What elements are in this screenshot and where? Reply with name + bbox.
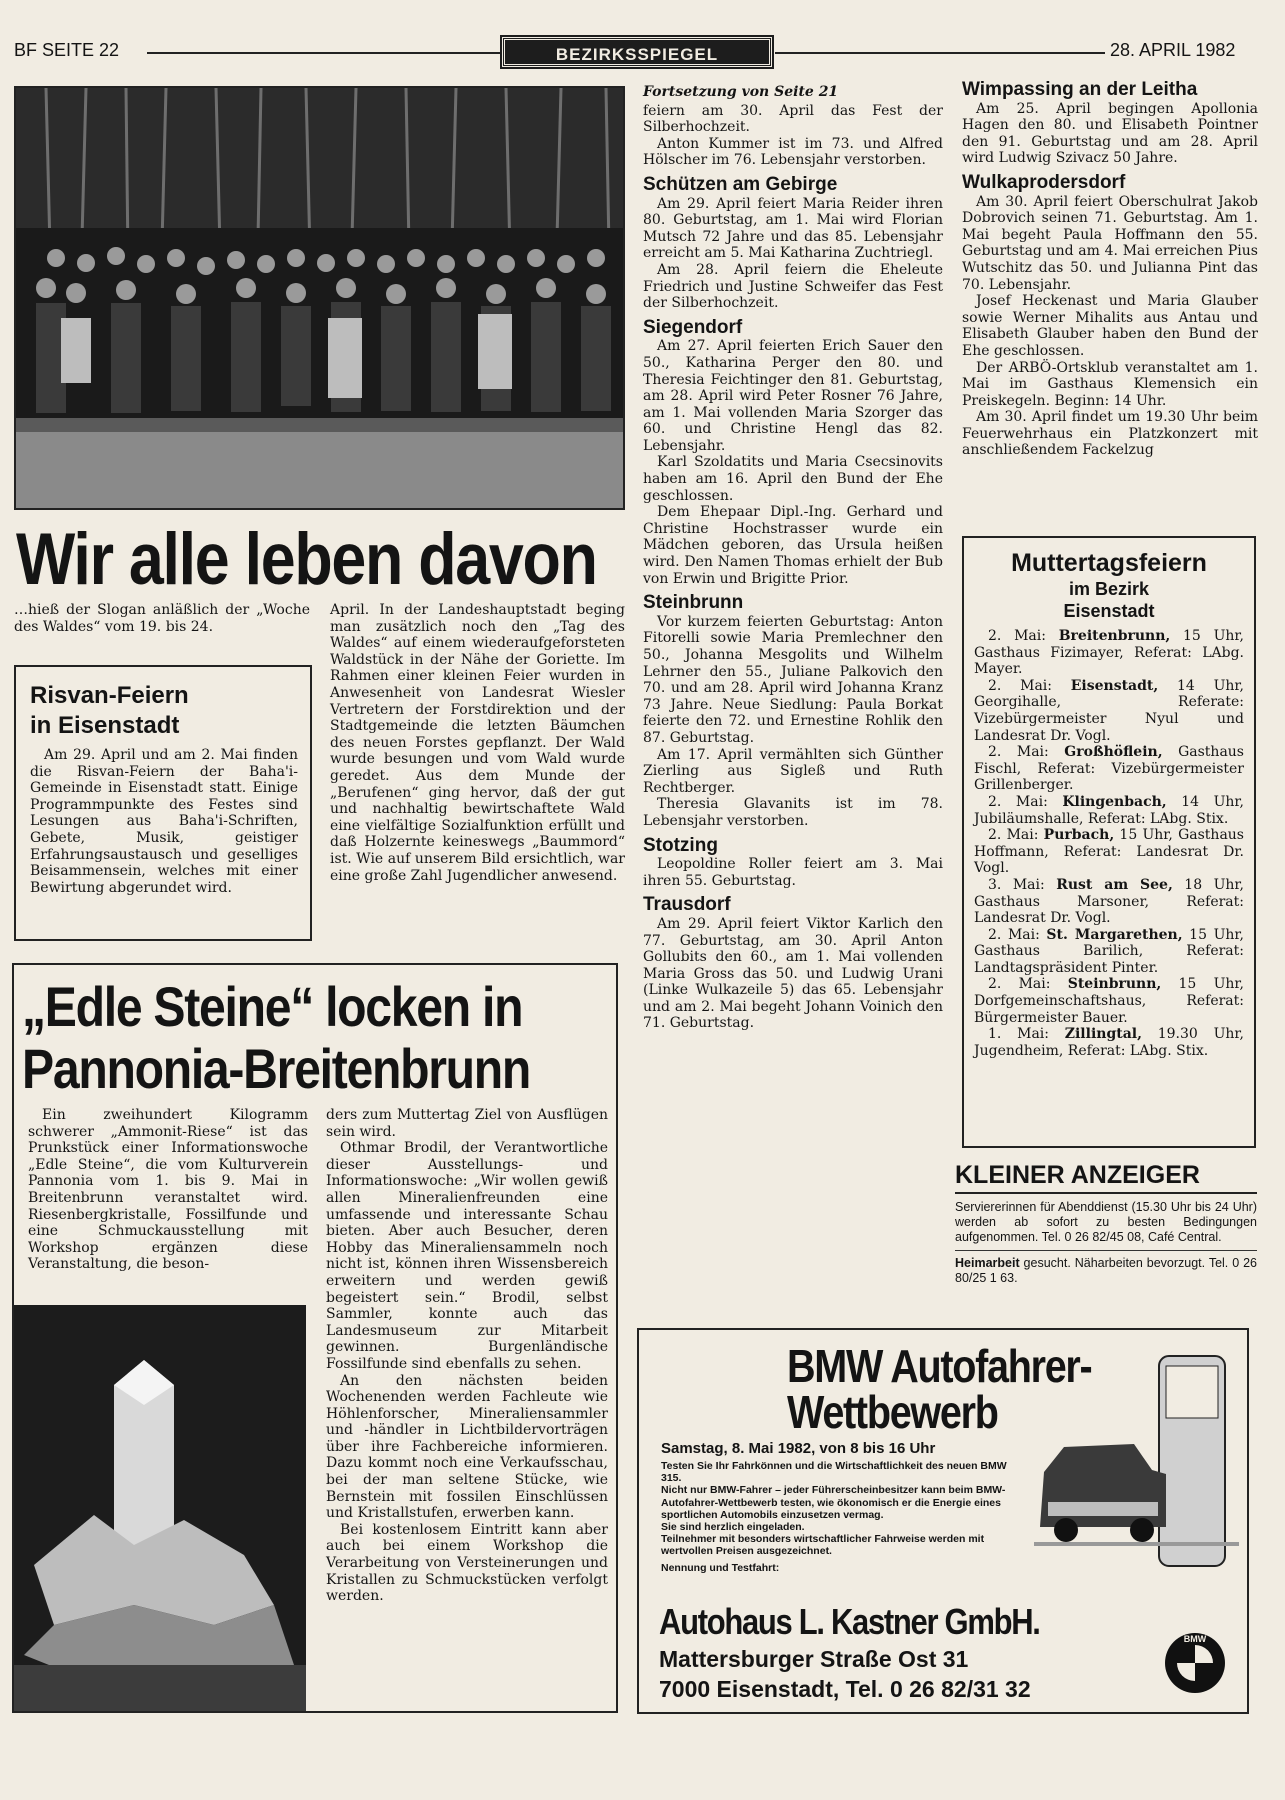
muttertag-item — [974, 678, 1244, 744]
steine-col1 — [28, 1107, 308, 1273]
steinbrunn-p3: Theresia Glavanits ist im 78. Lebensjahr verstorben. — [643, 796, 943, 829]
muttertag-sub2: Eisenstadt — [1063, 601, 1155, 621]
muttertag-item-details: 14 Uhr, Jubiläumshalle, Referat: LAbg. Stix. — [974, 793, 1245, 827]
bmw-logo-icon — [1165, 1633, 1225, 1693]
forest-intro: …hieß der Slogan anläßlich der „Woche des Waldes“ vom 19. bis 24. — [14, 602, 310, 635]
bmw-ad-dealer: Autohaus L. Kastner GmbH. — [659, 1601, 1040, 1642]
bmw-ad-small-1: Testen Sie Ihr Fahrkönnen und die Wirtschaftlichkeit des neuen BMW 315. — [661, 1460, 1007, 1485]
muttertag-sub1: im Bezirk — [1068, 579, 1150, 599]
bmw-ad-small-5: Nennung und Testfahrt: — [661, 1561, 780, 1574]
crystal-photo-drawing — [14, 1305, 306, 1711]
heading-schuetzen: Schützen am Gebirge — [643, 173, 838, 195]
forest-photo — [14, 86, 625, 510]
bmw-ad-date: Samstag, 8. Mai 1982, von 8 bis 16 Uhr — [661, 1440, 936, 1457]
risvan-box — [14, 665, 312, 941]
muttertag-item-place: Zillingtal, — [1064, 1026, 1142, 1043]
siegendorf-p3: Dem Ehepaar Dipl.-Ing. Gerhard und Christine Hochstrasser wurde ein Mädchen geboren, das Ursula heißen wird. Den Namen Thomas erhielt der Bub von Erwin und Brigitte Prior. — [643, 504, 943, 587]
kleiner-ad-1: Serviererinnen für Abenddienst (15.30 Uhr bis 24 Uhr) werden ab sofort zu besten Bedingungen aufgenommen. Tel. 0 26 82/45 08, Café Central. — [955, 1200, 1257, 1251]
schuetzen-p2: Am 28. April feiern die Eheleute Friedrich und Justine Schweifer das Fest der Silberhochzeit. — [643, 261, 943, 312]
muttertag-item-place: Steinbrunn, — [1067, 976, 1162, 993]
forest-text-col2 — [330, 602, 625, 884]
steinbrunn-p2: Am 17. April vermählten sich Günther Zierling aus Sigleß und Ruth Rechtberger. — [643, 746, 943, 796]
kleiner-ad-2 — [955, 1256, 1257, 1286]
muttertag-item — [974, 1026, 1244, 1059]
col3-p2: Anton Kummer ist im 73. und Alfred Hölscher im 76. Lebensjahr verstorben. — [643, 135, 943, 169]
bmw-ad-city: 7000 Eisenstadt, Tel. 0 26 82/31 32 — [659, 1676, 1031, 1702]
bmw-ad-title-line2: Wettbewerb — [787, 1386, 998, 1438]
forest-text-col1 — [14, 602, 310, 635]
muttertag-item-place: Eisenstadt, — [1070, 677, 1159, 694]
heading-wimpassing: Wimpassing an der Leitha — [962, 79, 1198, 100]
muttertag-list — [974, 628, 1244, 1059]
muttertag-item-date: 2. Mai: — [988, 744, 1065, 761]
stotzing-p1: Leopoldine Roller feiert am 3. Mai ihren 55. Geburtstag. — [643, 856, 943, 889]
muttertag-item-date: 2. Mai: — [988, 628, 1059, 644]
page-number: BF SEITE 22 — [14, 40, 120, 60]
heading-steinbrunn: Steinbrunn — [643, 592, 744, 614]
car-illustration — [1034, 1352, 1239, 1577]
muttertag-item-details: Gasthaus Fischl, Referat: Vizebürgermeister Grillenberger. — [974, 744, 1244, 794]
continuation-note: Fortsetzung von Seite 21 — [643, 84, 839, 100]
muttertag-item — [974, 976, 1244, 1026]
muttertag-item-details: 15 Uhr, Gasthaus Barilich, Referat: Landtagspräsident Pinter. — [974, 926, 1244, 976]
heading-stotzing: Stotzing — [643, 834, 718, 856]
muttertag-item-details: 15 Uhr, Gasthaus Fizimayer, Referat: LAbg. Mayer. — [974, 628, 1244, 678]
kleiner-ad-2-text: gesucht. Näharbeiten bevorzugt. Tel. 0 26 80/25 1 63. — [955, 1256, 1257, 1285]
bmw-ad — [637, 1328, 1249, 1714]
muttertag-item — [974, 794, 1244, 827]
crystal-photo — [14, 1305, 306, 1711]
muttertag-item-details: 15 Uhr, Dorfgemeinschaftshaus, Referat: Bürgermeister Bauer. — [974, 976, 1244, 1026]
muttertag-item-place: Großhöflein, — [1064, 744, 1163, 761]
heading-wulkaprodersdorf: Wulkaprodersdorf — [962, 171, 1126, 193]
muttertag-item-place: St. Margarethen, — [1046, 926, 1183, 943]
muttertag-item-details: 18 Uhr, Gasthaus Marsoner, Referat: Landesrat Dr. Vogl. — [974, 876, 1245, 927]
col3-p1: feiern am 30. April das Fest der Silberhochzeit. — [643, 102, 943, 136]
muttertag-item — [974, 827, 1244, 877]
kleiner-ad-2-keyword: Heimarbeit — [955, 1256, 1020, 1270]
steinbrunn-p1: Vor kurzem feierten Geburtstag: Anton Fitorelli sowie Maria Premlechner den 50., Johanna Mesgolits und Wilhelm Lehrner den 55., Juliane Palkovich den 70. und am 28. April wird Johanna Kranz 73 Jahre. Neue Siedlung: Paula Borkat feierte den 72. und Ernestine Rohlik den 87. Geburtstag. — [643, 613, 943, 746]
steine-col2-p3: An den nächsten beiden Wochenenden werden Fachleute wie Höhlenforscher, Mineraliensammler und -händler in Lichtbildervorträgen über ihre Fachbereiche informieren. Dazu kommt noch eine Verkaufsschau, bei der man seltene Stücke, wie Bernstein mit fossilen Einschlüssen und Kristallstufen, erwerben kann. — [326, 1372, 608, 1522]
steine-col2-p2: Othmar Brodil, der Verantwortliche dieser Ausstellungs- und Informationswoche: „Wir wollen gewiß allen Mineralienfreunden eine umfassende und interessante Schau bieten. Aber auch Besucher, deren Hobby das Mineraliensammeln noch nicht ist, können ihren Wissensbereich erweitern und werden gewiß begeistert sein.“ Brodil, selbst Sammler, konnte auch das Landesmuseum zur Mitarbeit gewinnen. Burgenländische Fossilfunde sind ebenfalls zu sehen. — [326, 1140, 608, 1372]
muttertag-item-place: Purbach, — [1043, 827, 1115, 844]
muttertag-item-details: 15 Uhr, Gasthaus Hoffmann, Referat: Landesrat Dr. Vogl. — [974, 827, 1244, 877]
page-date: 28. APRIL 1982 — [1110, 40, 1236, 60]
muttertag-item — [974, 877, 1244, 927]
muttertag-item-date: 3. Mai: — [988, 876, 1057, 893]
steine-box — [12, 963, 618, 1713]
muttertag-item-details: 19.30 Uhr, Jugendheim, Referat: LAbg. Stix. — [974, 1026, 1244, 1059]
risvan-title-line2: in Eisenstadt — [30, 712, 180, 739]
muttertag-title: Muttertagsfeiern — [1011, 549, 1207, 577]
heading-siegendorf: Siegendorf — [643, 316, 743, 338]
muttertag-item-date: 2. Mai: — [988, 827, 1044, 844]
muttertag-item-place: Rust am See, — [1056, 876, 1173, 893]
wulka-p2: Josef Heckenast und Maria Glauber sowie Werner Mihalits aus Antau und Elisabeth Glauber haben den Bund der Ehe geschlossen. — [962, 293, 1258, 359]
forest-headline: Wir alle leben davon — [16, 519, 597, 600]
steine-col2-p4: Bei kostenlosem Eintritt kann aber auch bei einem Workshop die Verarbeitung von Versteinerungen und Kristallen zu Schmuckstücken verfolgt werden. — [326, 1521, 608, 1605]
muttertag-item-place: Breitenbrunn, — [1058, 628, 1171, 644]
column-3 — [643, 84, 943, 1032]
forest-body: April. In der Landeshauptstadt beging man zusätzlich noch den „Tag des Waldes“ auf einem wiederaufgeforsteten Waldstück in der Nähe der Goriette. Im Rahmen einer kleinen Feier wurden in Anwesenheit von Landesrat Wiesler Vertretern der Forstdirektion und der Stadtgemeinde die letzten Bäumchen des neuen Forstes gepflanzt. Der Wald wurde besungen und vom Wald wurde geredet. Aus dem Munde der „Berufenen“ ging hervor, daß der gut und nachhaltig bewirtschaftete Wald eine vielfältige Sozialfunktion erfüllt und daß Holzernte keineswegs „Baummord“ ist. Wie auf unserem Bild ersichtlich, war eine große Zahl Jugendlicher anwesend. — [330, 602, 625, 884]
muttertag-item-place: Klingenbach, — [1062, 793, 1167, 810]
bmw-ad-small-3: Sie sind herzlich eingeladen. — [661, 1521, 805, 1534]
muttertag-item-date: 1. Mai: — [988, 1026, 1065, 1043]
siegendorf-p2: Karl Szoldatits und Maria Csecsinovits haben am 16. April den Bund der Ehe geschlossen. — [643, 454, 943, 504]
risvan-body: Am 29. April und am 2. Mai finden die Risvan-Feiern der Baha'i-Gemeinde in Eisenstadt statt. Einige Programmpunkte des Festes sind Lesungen aus Baha'i-Schriften, Gebete, Musik, geistiger Erfahrungsaustausch und geselliges Beisammensein, welches mit einer Bewirtung abgerundet wird. — [30, 747, 298, 896]
muttertag-item-date: 2. Mai: — [988, 677, 1071, 694]
muttertag-item-details: 14 Uhr, Georgihalle, Referate: Vizebürgermeister Nyul und Landesrat Dr. Vogl. — [974, 677, 1245, 744]
wimpassing-p1: Am 25. April begingen Apollonia Hagen den 80. und Elisabeth Pointner den 91. Geburtstag und am 28. April wird Ludwig Szivacz 50 Jahre. — [962, 100, 1258, 167]
wulka-p3: Der ARBÖ-Ortsklub veranstaltet am 1. Mai im Gasthaus Klemensich ein Preiskegeln. Beginn: 14 Uhr. — [962, 359, 1258, 409]
muttertag-item-date: 2. Mai: — [988, 976, 1068, 993]
wulka-p1: Am 30. April feiert Oberschulrat Jakob Dobrovich seinen 71. Geburtstag. Am 1. Mai begeht Paula Hoffmann den 55. Geburtstag und am 4. Mai erreichen Pius Wutschitz das 50. und Julianna Pint das 70. Lebensjahr. — [962, 193, 1258, 293]
muttertag-item — [974, 628, 1244, 678]
header-rule-left — [147, 52, 500, 54]
bmw-ad-small-4: Teilnehmer mit besonders wirtschaftlicher Fahrweise werden mit wertvollen Preisen ausgezeichnet. — [661, 1533, 985, 1558]
header-rule-right — [775, 52, 1105, 54]
risvan-title-line1: Risvan-Feiern — [30, 682, 189, 709]
schuetzen-p1: Am 29. April feiert Maria Reider ihren 80. Geburtstag, am 1. Mai wird Florian Mutsch 72 Jahre und das 85. Lebensjahr erreicht am 5. Mai Katharina Zuchtriegl. — [643, 195, 943, 262]
wulka-p4: Am 30. April findet um 19.30 Uhr beim Feuerwehrhaus ein Platzkonzert mit anschließendem Fackelzug — [962, 409, 1258, 459]
kleiner-anzeiger — [955, 1160, 1257, 1286]
trausdorf-p1: Am 29. April feiert Viktor Karlich den 77. Geburtstag, am 30. April Anton Gollubits den 60., am 1. Mai vollenden Maria Gross das 50. und Ludwig Urani (Linke Wulkazeile 5) das 65. Lebensjahr und am 2. Mai begeht Johann Voinich den 71. Geburtstag. — [643, 915, 943, 1032]
kleiner-title: KLEINER ANZEIGER — [955, 1160, 1257, 1194]
heading-trausdorf: Trausdorf — [643, 894, 731, 916]
forest-photo-drawing — [16, 88, 623, 508]
steine-col2 — [326, 1107, 608, 1605]
muttertag-box — [962, 536, 1256, 1148]
muttertag-item — [974, 927, 1244, 977]
bmw-logo-text: BMW — [1183, 1634, 1207, 1644]
bmw-ad-small-2: Nicht nur BMW-Fahrer – jeder Führerscheinbesitzer kann beim BMW-Autofahrer-Wettbewerb testen, wie ökonomisch er die Energie eines sportlichen Automobils einzusetzen vermag. — [661, 1484, 1006, 1521]
bmw-ad-street: Mattersburger Straße Ost 31 — [659, 1646, 969, 1672]
section-banner: BEZIRKSSPIEGEL — [502, 37, 772, 67]
column-4 — [962, 79, 1258, 459]
steine-headline-line1: „Edle Steine“ locken in — [22, 975, 523, 1038]
siegendorf-p1: Am 27. April feierten Erich Sauer den 50., Katharina Perger den 80. und Theresia Feichtinger den 81. Geburtstag, am 28. April wird Peter Rosner 76 Jahre, am 1. Mai vollenden Maria Szorger das 60. und Christine Hengl das 82. Lebensjahr. — [643, 338, 943, 454]
bmw-ad-title-line1: BMW Autofahrer- — [787, 1340, 1092, 1392]
muttertag-item — [974, 744, 1244, 794]
steine-col1-text: Ein zweihundert Kilogramm schwerer „Ammonit-Riese“ ist das Prunkstück einer Informationswoche „Edle Steine“, die vom Kulturverein Pannonia vom 1. bis 9. Mai in Breitenbrunn veranstaltet wird. Riesenbergkristalle, Fossilfunde und eine Schmuckausstellung mit Workshop ergänzen diese Veranstaltung, die beson- — [28, 1107, 308, 1273]
muttertag-item-date: 2. Mai: — [988, 793, 1063, 810]
steine-headline-line2: Pannonia-Breitenbrunn — [22, 1037, 531, 1100]
steine-col2-p1: ders zum Muttertag Ziel von Ausflügen sein wird. — [326, 1107, 608, 1140]
muttertag-item-date: 2. Mai: — [988, 926, 1047, 943]
